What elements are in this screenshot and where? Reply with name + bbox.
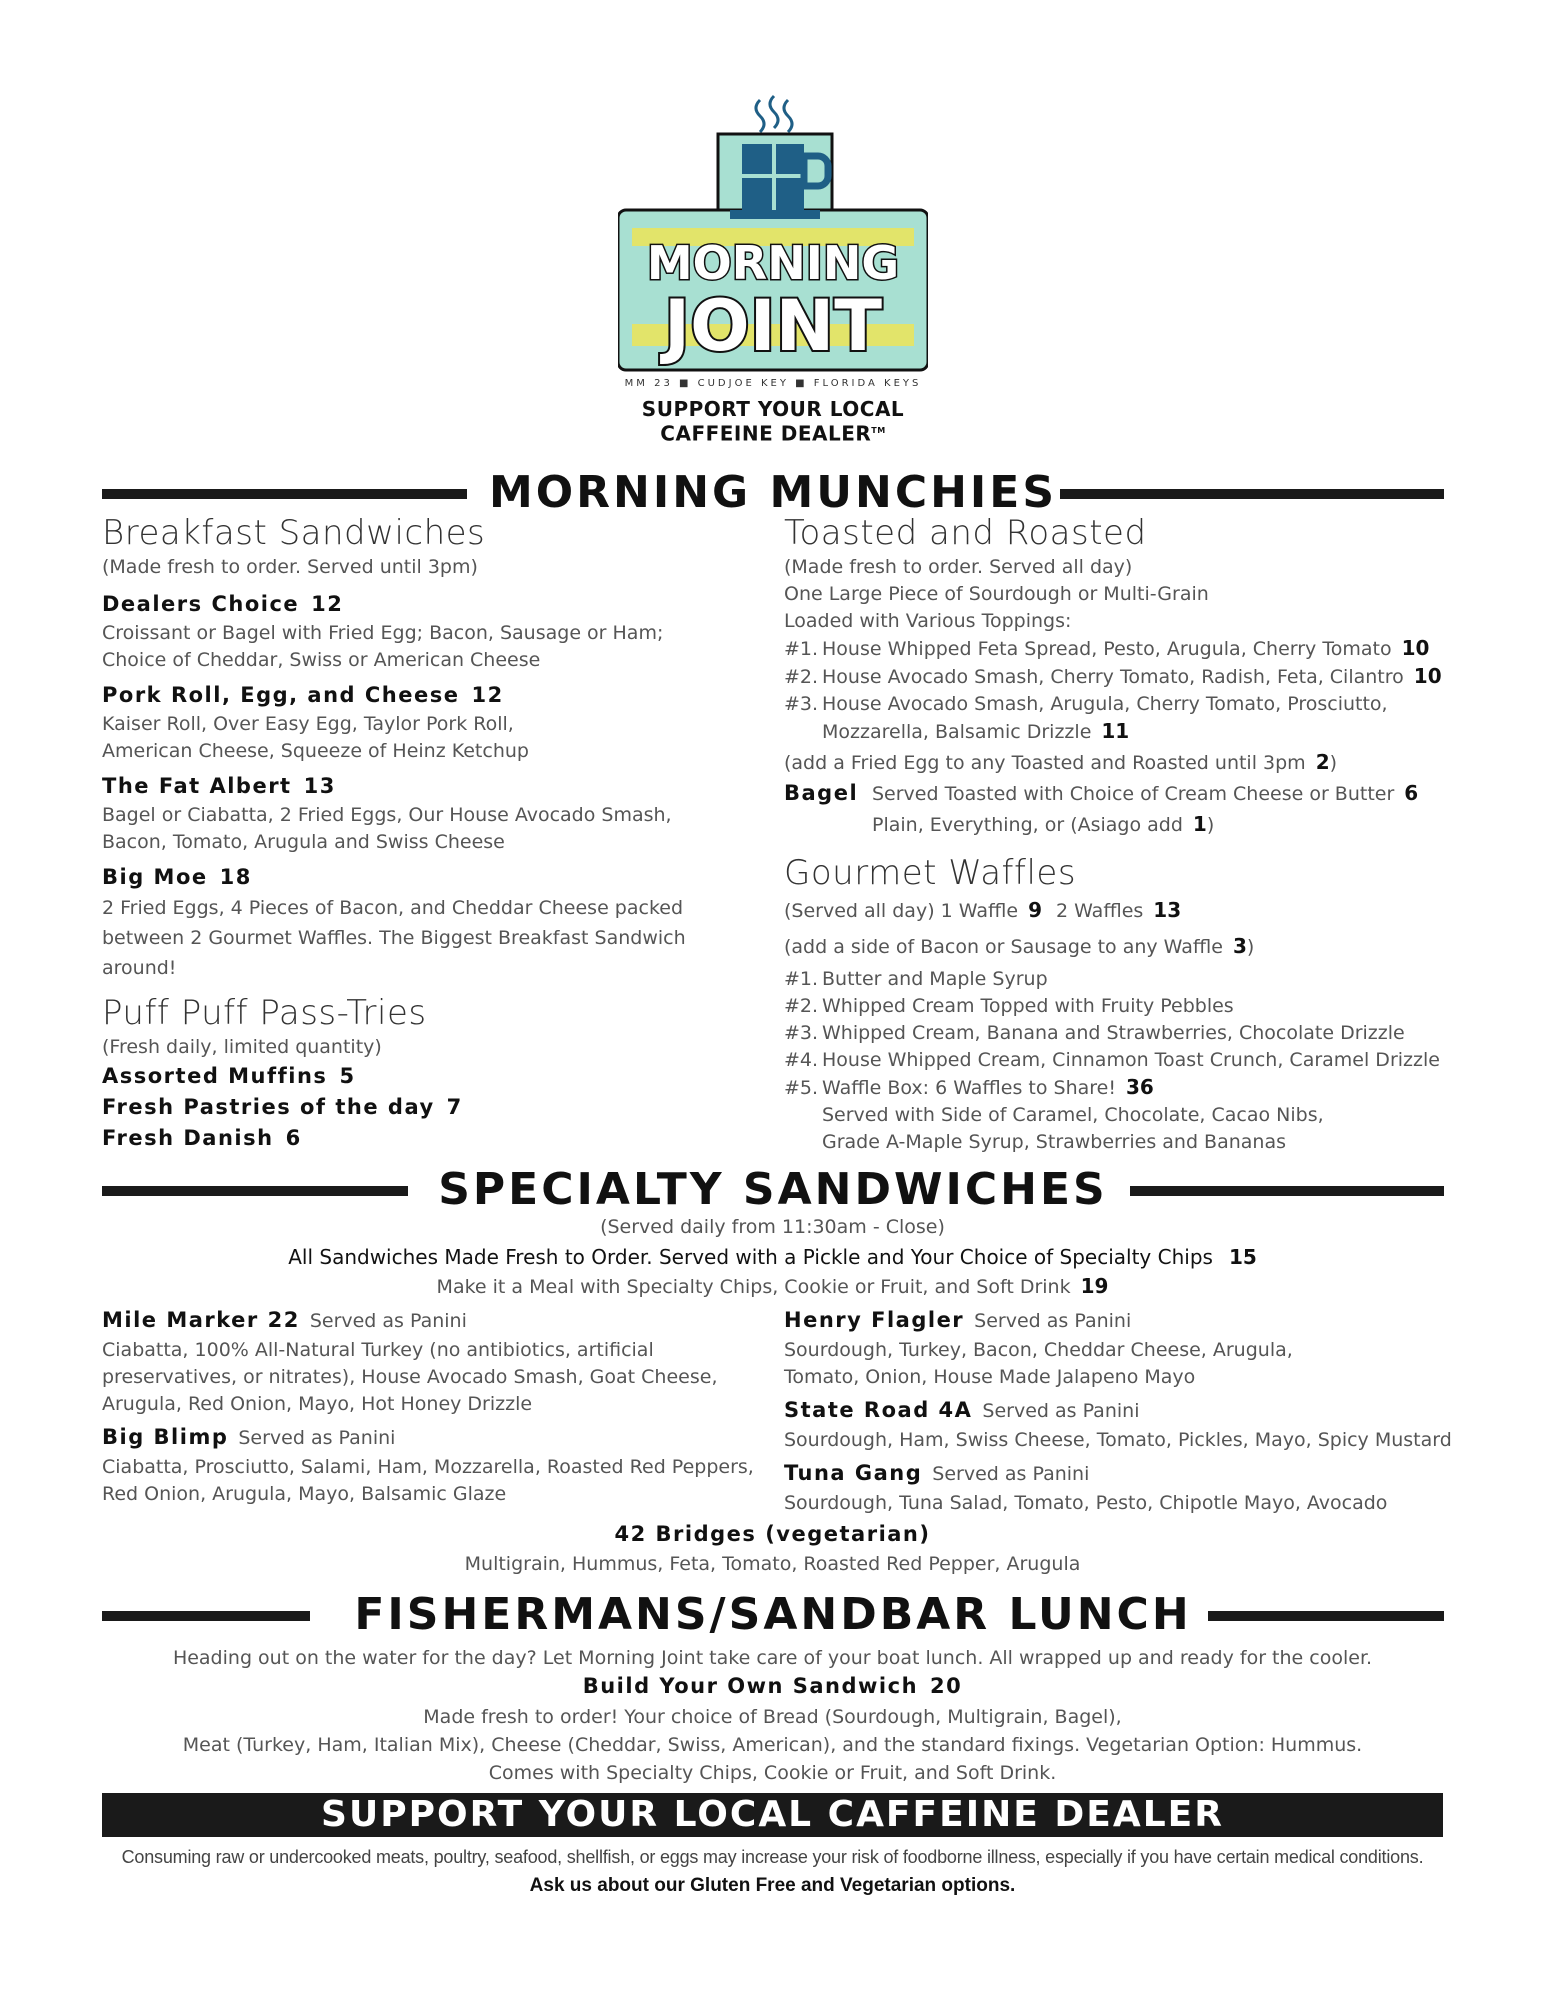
option-text: Butter and Maple Syrup [822, 968, 1048, 990]
specialty-item-title [784, 1305, 1464, 1337]
bagel-addon-price: 1 [1192, 812, 1207, 836]
item-name: Fresh Danish [102, 1126, 274, 1150]
section-title: FISHERMANS/SANDBAR LUNCH [354, 1589, 1192, 1640]
served-as-note: Served as Panini [974, 1310, 1132, 1332]
waffles-addon [784, 927, 1464, 966]
option-text: Whipped Cream, Banana and Strawberries, Chocolate Drizzle [822, 1022, 1405, 1044]
waffle-box-price: 36 [1125, 1075, 1154, 1099]
byo-sandwich [0, 1674, 1545, 1698]
option-text: House Whipped Cream, Cinnamon Toast Crunch, Caramel Drizzle [822, 1049, 1440, 1071]
specialty-item [784, 1395, 1464, 1454]
toasted-option [784, 635, 1464, 663]
gluten-free-note: Ask us about our Gluten Free and Vegetarian options. [529, 1875, 1016, 1896]
served-as-note: Served as Panini [932, 1463, 1090, 1485]
section-title: SPECIALTY SANDWICHES [438, 1164, 1108, 1215]
veg-sandwich-name: 42 Bridges (vegetarian) [614, 1522, 931, 1546]
waffle-box-line-3: Grade A-Maple Syrup, Strawberries and Bananas [822, 1131, 1286, 1153]
toasted-option-continued [784, 718, 1464, 746]
item-name: Pork Roll, Egg, and Cheese [102, 683, 460, 707]
specialty-item-description: Sourdough, Turkey, Bacon, Cheddar Cheese, Arugula, [784, 1339, 1293, 1361]
breakfast-sandwiches-section [102, 512, 762, 983]
item-price: 6 [285, 1126, 302, 1150]
option-number: #2. [784, 995, 819, 1017]
specialty-item-description: Arugula, Red Onion, Mayo, Hot Honey Drizzle [102, 1393, 533, 1415]
waffle-box [784, 1074, 1464, 1102]
item-price: 12 [471, 683, 504, 707]
section-header-specialty [102, 1160, 1444, 1220]
specialty-item-title [784, 1458, 1464, 1490]
menu-item [102, 862, 762, 983]
section-header-fishermans [102, 1585, 1444, 1645]
item-description: 2 Fried Eggs, 4 Pieces of Bacon, and Cheddar Cheese packed [102, 897, 684, 919]
pastry-item [102, 1092, 762, 1123]
bagel-desc-line-1 [872, 778, 1418, 809]
item-name: Dealers Choice [102, 592, 300, 616]
option-text: House Whipped Feta Spread, Pesto, Arugula, Cherry Tomato [822, 638, 1392, 660]
coffee-mug-logo-icon [618, 92, 928, 372]
specialty-item-title [102, 1305, 782, 1337]
pastries-note: (Fresh daily, limited quantity) [102, 1036, 382, 1058]
toasted-option [784, 663, 1464, 691]
logo-slogan [618, 398, 928, 445]
specialty-item [784, 1305, 1464, 1391]
item-description: between 2 Gourmet Waffles. The Biggest Breakfast Sandwich around! [102, 927, 686, 979]
specialty-item-name: Tuna Gang [784, 1461, 923, 1485]
specialty-item-title [102, 1422, 782, 1454]
pastries-section [102, 992, 762, 1154]
toasted-note: (Made fresh to order. Served all day) [784, 556, 1133, 578]
specialty-item-name: Henry Flagler [784, 1308, 965, 1332]
specialty-meal-price: 19 [1080, 1274, 1109, 1298]
waffles-pricing [784, 894, 1464, 927]
waffles-title: Gourmet Waffles [784, 853, 1077, 893]
option-number: #1. [784, 968, 819, 990]
toasted-addon-text: (add a Fried Egg to any Toasted and Roasted until 3pm [784, 752, 1306, 774]
specialty-all-text: All Sandwiches Made Fresh to Order. Served with a Pickle and Your Choice of Specialty Chips [288, 1245, 1213, 1269]
option-number: #1. [784, 638, 819, 660]
menu-item [102, 589, 762, 674]
waffle-option [784, 993, 1464, 1020]
item-title [102, 680, 762, 711]
option-price: 10 [1401, 636, 1430, 660]
breakfast-item-list [102, 589, 762, 983]
option-price: 11 [1101, 719, 1130, 743]
trademark-mark: TM [871, 426, 886, 435]
option-number: #3. [784, 1022, 819, 1044]
specialty-all-price: 15 [1228, 1245, 1257, 1269]
item-name: Assorted Muffins [102, 1064, 328, 1088]
option-number: #4. [784, 1049, 819, 1071]
specialty-served-note: (Served daily from 11:30am - Close) [600, 1216, 945, 1238]
menu-item [102, 771, 762, 856]
bagel-desc-text: Served Toasted with Choice of Cream Cheese or Butter [872, 783, 1395, 805]
bagel-price: 6 [1404, 781, 1419, 805]
specialty-all-line [0, 1245, 1545, 1269]
waffle-box-text: Waffle Box: 6 Waffles to Share! [822, 1077, 1116, 1099]
bagel-name: Bagel [784, 781, 859, 805]
fishermans-line-3: Comes with Specialty Chips, Cookie or Fruit, and Soft Drink. [488, 1762, 1057, 1784]
fishermans-intro: Heading out on the water for the day? Let Morning Joint take care of your boat lunch. All wrapped up and ready for the cooler. [172, 1647, 1373, 1669]
toasted-option [784, 691, 1464, 718]
item-description: Kaiser Roll, Over Easy Egg, Taylor Pork Roll, [102, 713, 514, 735]
specialty-meal-line [0, 1274, 1545, 1298]
item-title [102, 771, 762, 802]
waffle-option [784, 966, 1464, 993]
specialty-item [784, 1458, 1464, 1517]
item-description: Bacon, Tomato, Arugula and Swiss Cheese [102, 831, 505, 853]
waffles-addon-close: ) [1246, 936, 1255, 958]
toasted-addon [784, 749, 1464, 777]
one-waffle-price: 9 [1028, 898, 1042, 922]
menu-item [102, 680, 762, 765]
item-description: Bagel or Ciabatta, 2 Fried Eggs, Our House Avocado Smash, [102, 804, 672, 826]
logo-slogan-text: CAFFEINE DEALER [660, 421, 872, 446]
item-price: 12 [311, 592, 344, 616]
bagel-item [784, 778, 1464, 840]
veg-sandwich-desc: Multigrain, Hummus, Feta, Tomato, Roasted Red Pepper, Arugula [464, 1553, 1081, 1575]
food-safety-disclaimer: Consuming raw or undercooked meats, poultry, seafood, shellfish, or eggs may increase your risk of foodborne illness, especially if you have certain medical conditions. [121, 1847, 1424, 1867]
two-waffles-label: 2 Waffles [1055, 900, 1144, 922]
specialty-item-description: Ciabatta, 100% All-Natural Turkey (no antibiotics, artificial [102, 1339, 654, 1361]
option-price: 10 [1413, 664, 1442, 688]
item-price: 7 [446, 1095, 463, 1119]
footer-banner: SUPPORT YOUR LOCAL CAFFEINE DEALER [102, 1793, 1443, 1837]
pastries-title: Puff Puff Pass-Tries [102, 993, 427, 1033]
breakfast-title: Breakfast Sandwiches [102, 513, 486, 553]
pastry-item [102, 1123, 762, 1154]
specialty-item-title [784, 1395, 1464, 1427]
option-number: #2. [784, 666, 819, 688]
specialty-item-description: Sourdough, Ham, Swiss Cheese, Tomato, Pickles, Mayo, Spicy Mustard [784, 1429, 1452, 1451]
specialty-item-name: State Road 4A [784, 1398, 973, 1422]
specialty-item [102, 1422, 782, 1508]
waffles-section [784, 852, 1464, 1156]
two-waffles-price: 13 [1153, 898, 1182, 922]
specialty-item-description: Ciabatta, Prosciutto, Salami, Ham, Mozzarella, Roasted Red Peppers, [102, 1456, 754, 1478]
pastry-item [102, 1061, 762, 1092]
specialty-item-name: Mile Marker 22 [102, 1308, 300, 1332]
waffle-option-list [784, 966, 1464, 1074]
bagel-desc-line-2 [872, 809, 1418, 840]
option-text: Mozzarella, Balsamic Drizzle [822, 721, 1092, 743]
item-price: 5 [339, 1064, 356, 1088]
item-price: 13 [303, 774, 336, 798]
waffle-box-number: #5. [784, 1077, 819, 1099]
waffles-addon-price: 3 [1232, 934, 1247, 958]
toasted-section [784, 512, 1464, 840]
logo-word-1: MORNING [646, 236, 900, 290]
waffles-served-note: (Served all day) 1 Waffle [784, 900, 1019, 922]
item-description: American Cheese, Squeeze of Heinz Ketchup [102, 740, 529, 762]
specialty-meal-text: Make it a Meal with Specialty Chips, Cookie or Fruit, and Soft Drink [436, 1276, 1071, 1298]
pastry-item-list [102, 1061, 762, 1154]
specialty-item-description: preservatives, or nitrates), House Avocado Smash, Goat Cheese, [102, 1366, 718, 1388]
toasted-option-list [784, 635, 1464, 746]
logo-slogan-line-2 [618, 420, 928, 445]
specialty-item-description: Red Onion, Arugula, Mayo, Balsamic Glaze [102, 1483, 507, 1505]
toasted-addon-close: ) [1329, 752, 1338, 774]
logo [618, 92, 928, 452]
toasted-intro-1: One Large Piece of Sourdough or Multi-Grain [784, 583, 1209, 605]
byo-price: 20 [930, 1674, 963, 1698]
item-description: Croissant or Bagel with Fried Egg; Bacon, Sausage or Ham; [102, 622, 664, 644]
option-text: House Avocado Smash, Cherry Tomato, Radish, Feta, Cilantro [822, 666, 1404, 688]
item-price: 18 [219, 865, 252, 889]
logo-tagline: MM 23 ■ CUDJOE KEY ■ FLORIDA KEYS [624, 378, 922, 389]
bagel-close: ) [1206, 814, 1215, 836]
logo-word-2: JOINT [664, 285, 882, 367]
fishermans-line-1: Made fresh to order! Your choice of Bread (Sourdough, Multigrain, Bagel), [423, 1706, 1122, 1728]
option-text: Whipped Cream Topped with Fruity Pebbles [822, 995, 1234, 1017]
fishermans-line-2: Meat (Turkey, Ham, Italian Mix), Cheese (Cheddar, Swiss, American), and the standard fixings. Vegetarian Option: Hummus. [182, 1734, 1363, 1756]
waffle-option [784, 1020, 1464, 1047]
item-title [102, 862, 762, 893]
bagel-desc-text-2: Plain, Everything, or (Asiago add [872, 814, 1183, 836]
option-number: #3. [784, 693, 819, 715]
specialty-item-description: Tomato, Onion, House Made Jalapeno Mayo [784, 1366, 1196, 1388]
option-text: House Avocado Smash, Arugula, Cherry Tomato, Prosciutto, [822, 693, 1388, 715]
item-name: Big Moe [102, 865, 208, 889]
specialty-left-list [102, 1305, 782, 1508]
served-as-note: Served as Panini [238, 1427, 396, 1449]
toasted-intro-2: Loaded with Various Toppings: [784, 610, 1072, 632]
byo-name: Build Your Own Sandwich [582, 1674, 919, 1698]
bagel-desc [872, 778, 1418, 840]
logo-slogan-line-1: SUPPORT YOUR LOCAL [641, 397, 905, 421]
toasted-addon-price: 2 [1315, 750, 1330, 774]
waffles-addon-text: (add a side of Bacon or Sausage to any Waffle [784, 936, 1223, 958]
specialty-item-name: Big Blimp [102, 1425, 229, 1449]
toasted-title: Toasted and Roasted [784, 513, 1147, 553]
breakfast-note: (Made fresh to order. Served until 3pm) [102, 556, 478, 578]
specialty-item [102, 1305, 782, 1418]
item-title [102, 589, 762, 620]
section-title: MORNING MUNCHIES [488, 467, 1058, 518]
item-name: Fresh Pastries of the day [102, 1095, 435, 1119]
waffle-box-line-2: Served with Side of Caramel, Chocolate, Cacao Nibs, [822, 1104, 1324, 1126]
waffle-option [784, 1047, 1464, 1074]
served-as-note: Served as Panini [309, 1310, 467, 1332]
item-name: The Fat Albert [102, 774, 292, 798]
served-as-note: Served as Panini [982, 1400, 1140, 1422]
specialty-item-description: Sourdough, Tuna Salad, Tomato, Pesto, Chipotle Mayo, Avocado [784, 1492, 1388, 1514]
specialty-right-list [784, 1305, 1464, 1517]
item-description: Choice of Cheddar, Swiss or American Cheese [102, 649, 541, 671]
